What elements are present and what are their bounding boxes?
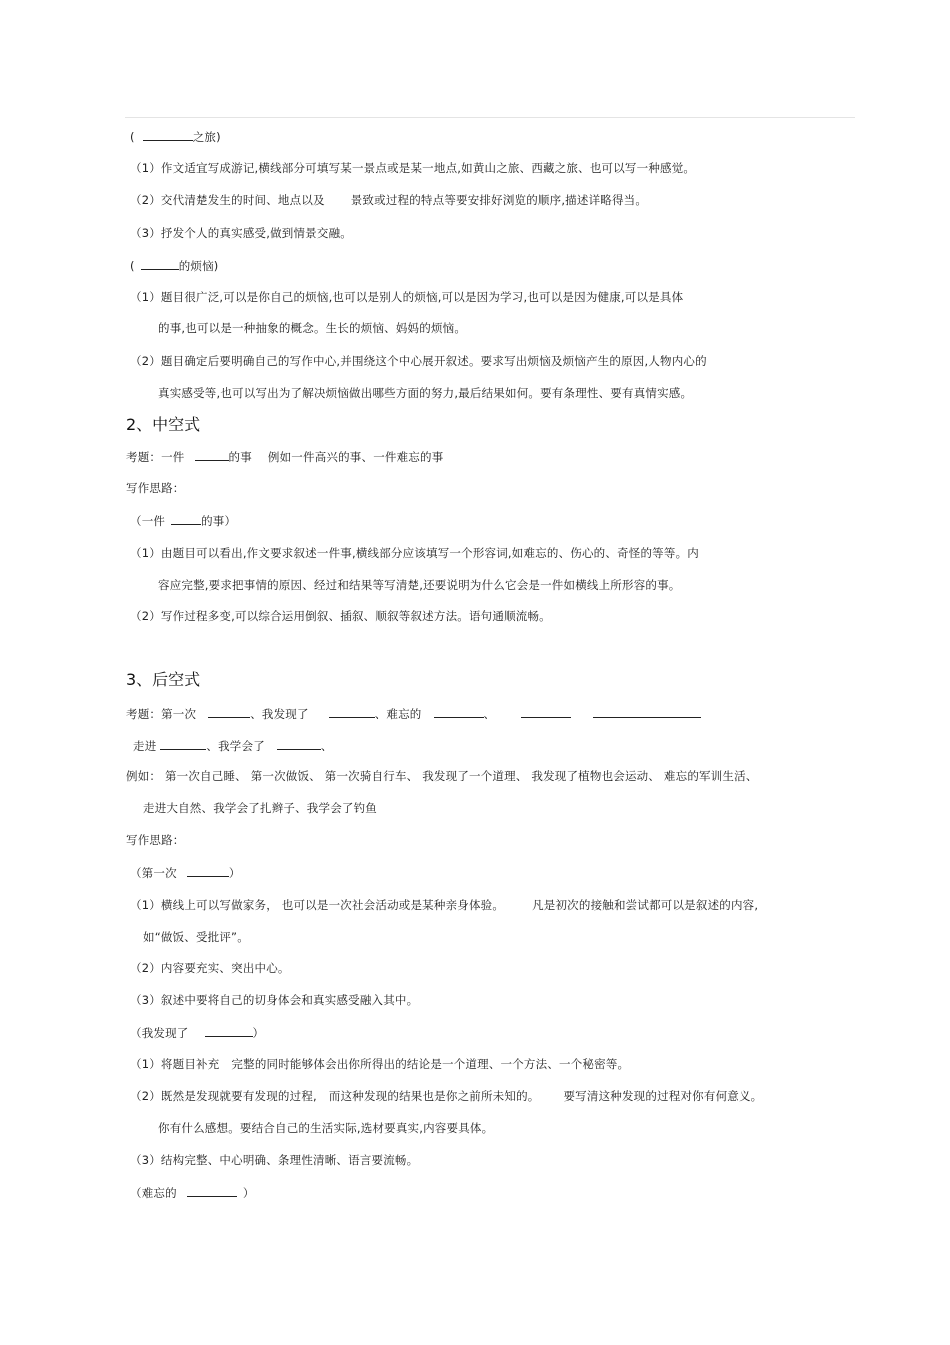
example-line: 例如： 第一次自己睡、 第一次做饭、 第一次骑自行车、 我发现了一个道理、 我发现了植物也会运动、 难忘的军训生活、 (126, 769, 758, 783)
blank-line (195, 448, 229, 461)
blank-line (434, 705, 484, 718)
blank-line (208, 705, 250, 718)
paragraph-continued: 你有什么感想。要结合自己的生活实际,选材要真实,内容要具体。 (158, 1121, 494, 1135)
topic-line: 考题：一件 的事 例如一件高兴的事、一件难忘的事 (126, 450, 444, 464)
blank-line (593, 705, 701, 718)
paragraph: （1）将题目补充 完整的同时能够体会出你所得出的结论是一个道理、一个方法、一个秘密等。 (130, 1057, 630, 1071)
paragraph-continued: 真实感受等,也可以写出为了解决烦恼做出哪些方面的努力,最后结果如何。要有条理性、要有真情实感。 (158, 386, 693, 400)
blank-line (187, 864, 229, 877)
blank-line (329, 705, 375, 718)
blank-line (160, 737, 206, 750)
paragraph-continued: 的事,也可以是一种抽象的概念。生长的烦恼、妈妈的烦恼。 (158, 321, 467, 335)
subtitle-journey: ( 之旅) (130, 130, 221, 144)
paragraph: （2）内容要充实、突出中心。 (130, 961, 290, 975)
paragraph: （1）题目很广泛,可以是你自己的烦恼,也可以是别人的烦恼,可以是因为学习,也可以是因为健康,可以是具体 (130, 290, 684, 304)
subtitle-discovered: （我发现了 ） (130, 1026, 265, 1040)
paragraph: （1）作文适宜写成游记,横线部分可填写某一景点或是某一地点,如黄山之旅、西藏之旅、也可以写一种感觉。 (130, 161, 696, 175)
paragraph: （2）写作过程多变,可以综合运用倒叙、插叙、顺叙等叙述方法。语句通顺流畅。 (130, 609, 551, 623)
section-heading: 2、中空式 (126, 415, 201, 434)
paragraph: （2）题目确定后要明确自己的写作中心,并围绕这个中心展开叙述。要求写出烦恼及烦恼产生的原因,人物内心的 (130, 354, 707, 368)
paragraph: （2）交代清楚发生的时间、地点以及 景致或过程的特点等要安排好浏览的顺序,描述详略得当。 (130, 193, 648, 207)
blank-line (143, 128, 193, 141)
subtitle-event: （一件 的事） (130, 514, 237, 528)
paragraph-continued: 容应完整,要求把事情的原因、经过和结果等写清楚,还要说明为什么它会是一件如横线上所形容的事。 (158, 578, 681, 592)
topic-line-continued: 走进 、我学会了 、 (133, 739, 333, 753)
paragraph: （2）既然是发现就要有发现的过程, 而这种发现的结果也是你之前所未知的。 要写清这种发现的过程对你有何意义。 (130, 1089, 763, 1103)
paragraph-continued: 如“做饭、受批评”。 (143, 930, 249, 944)
paragraph: （1）由题目可以看出,作文要求叙述一件事,横线部分应该填写一个形容词,如难忘的、伤心的、奇怪的等等。内 (130, 546, 699, 560)
header-rule (125, 117, 855, 118)
paragraph: （3）叙述中要将自己的切身体会和真实感受融入其中。 (130, 993, 419, 1007)
section-heading: 3、后空式 (126, 670, 201, 689)
subtitle-worries: ( 的烦恼) (130, 259, 219, 273)
paragraph: （1）横线上可以写做家务， 也可以是一次社会活动或是某种亲身体验。 凡是初次的接触和尝试都可以是叙述的内容, (130, 898, 759, 912)
example-line-continued: 走进大自然、我学会了扎辫子、我学会了钓鱼 (143, 801, 377, 815)
paragraph: （3）抒发个人的真实感受,做到情景交融。 (130, 226, 352, 240)
blank-line (521, 705, 571, 718)
writing-idea-label: 写作思路： (126, 481, 185, 495)
blank-line (205, 1024, 253, 1037)
blank-line (141, 257, 179, 270)
subtitle-unforgettable: （难忘的 ） (130, 1186, 255, 1200)
blank-line (171, 512, 201, 525)
writing-idea-label: 写作思路： (126, 833, 185, 847)
blank-line (187, 1184, 237, 1197)
subtitle-first-time: （第一次 ） (130, 866, 241, 880)
paragraph: （3）结构完整、中心明确、条理性清晰、语言要流畅。 (130, 1153, 419, 1167)
blank-line (277, 737, 321, 750)
topic-line: 考题：第一次 、我发现了 、难忘的 、 (126, 705, 701, 722)
